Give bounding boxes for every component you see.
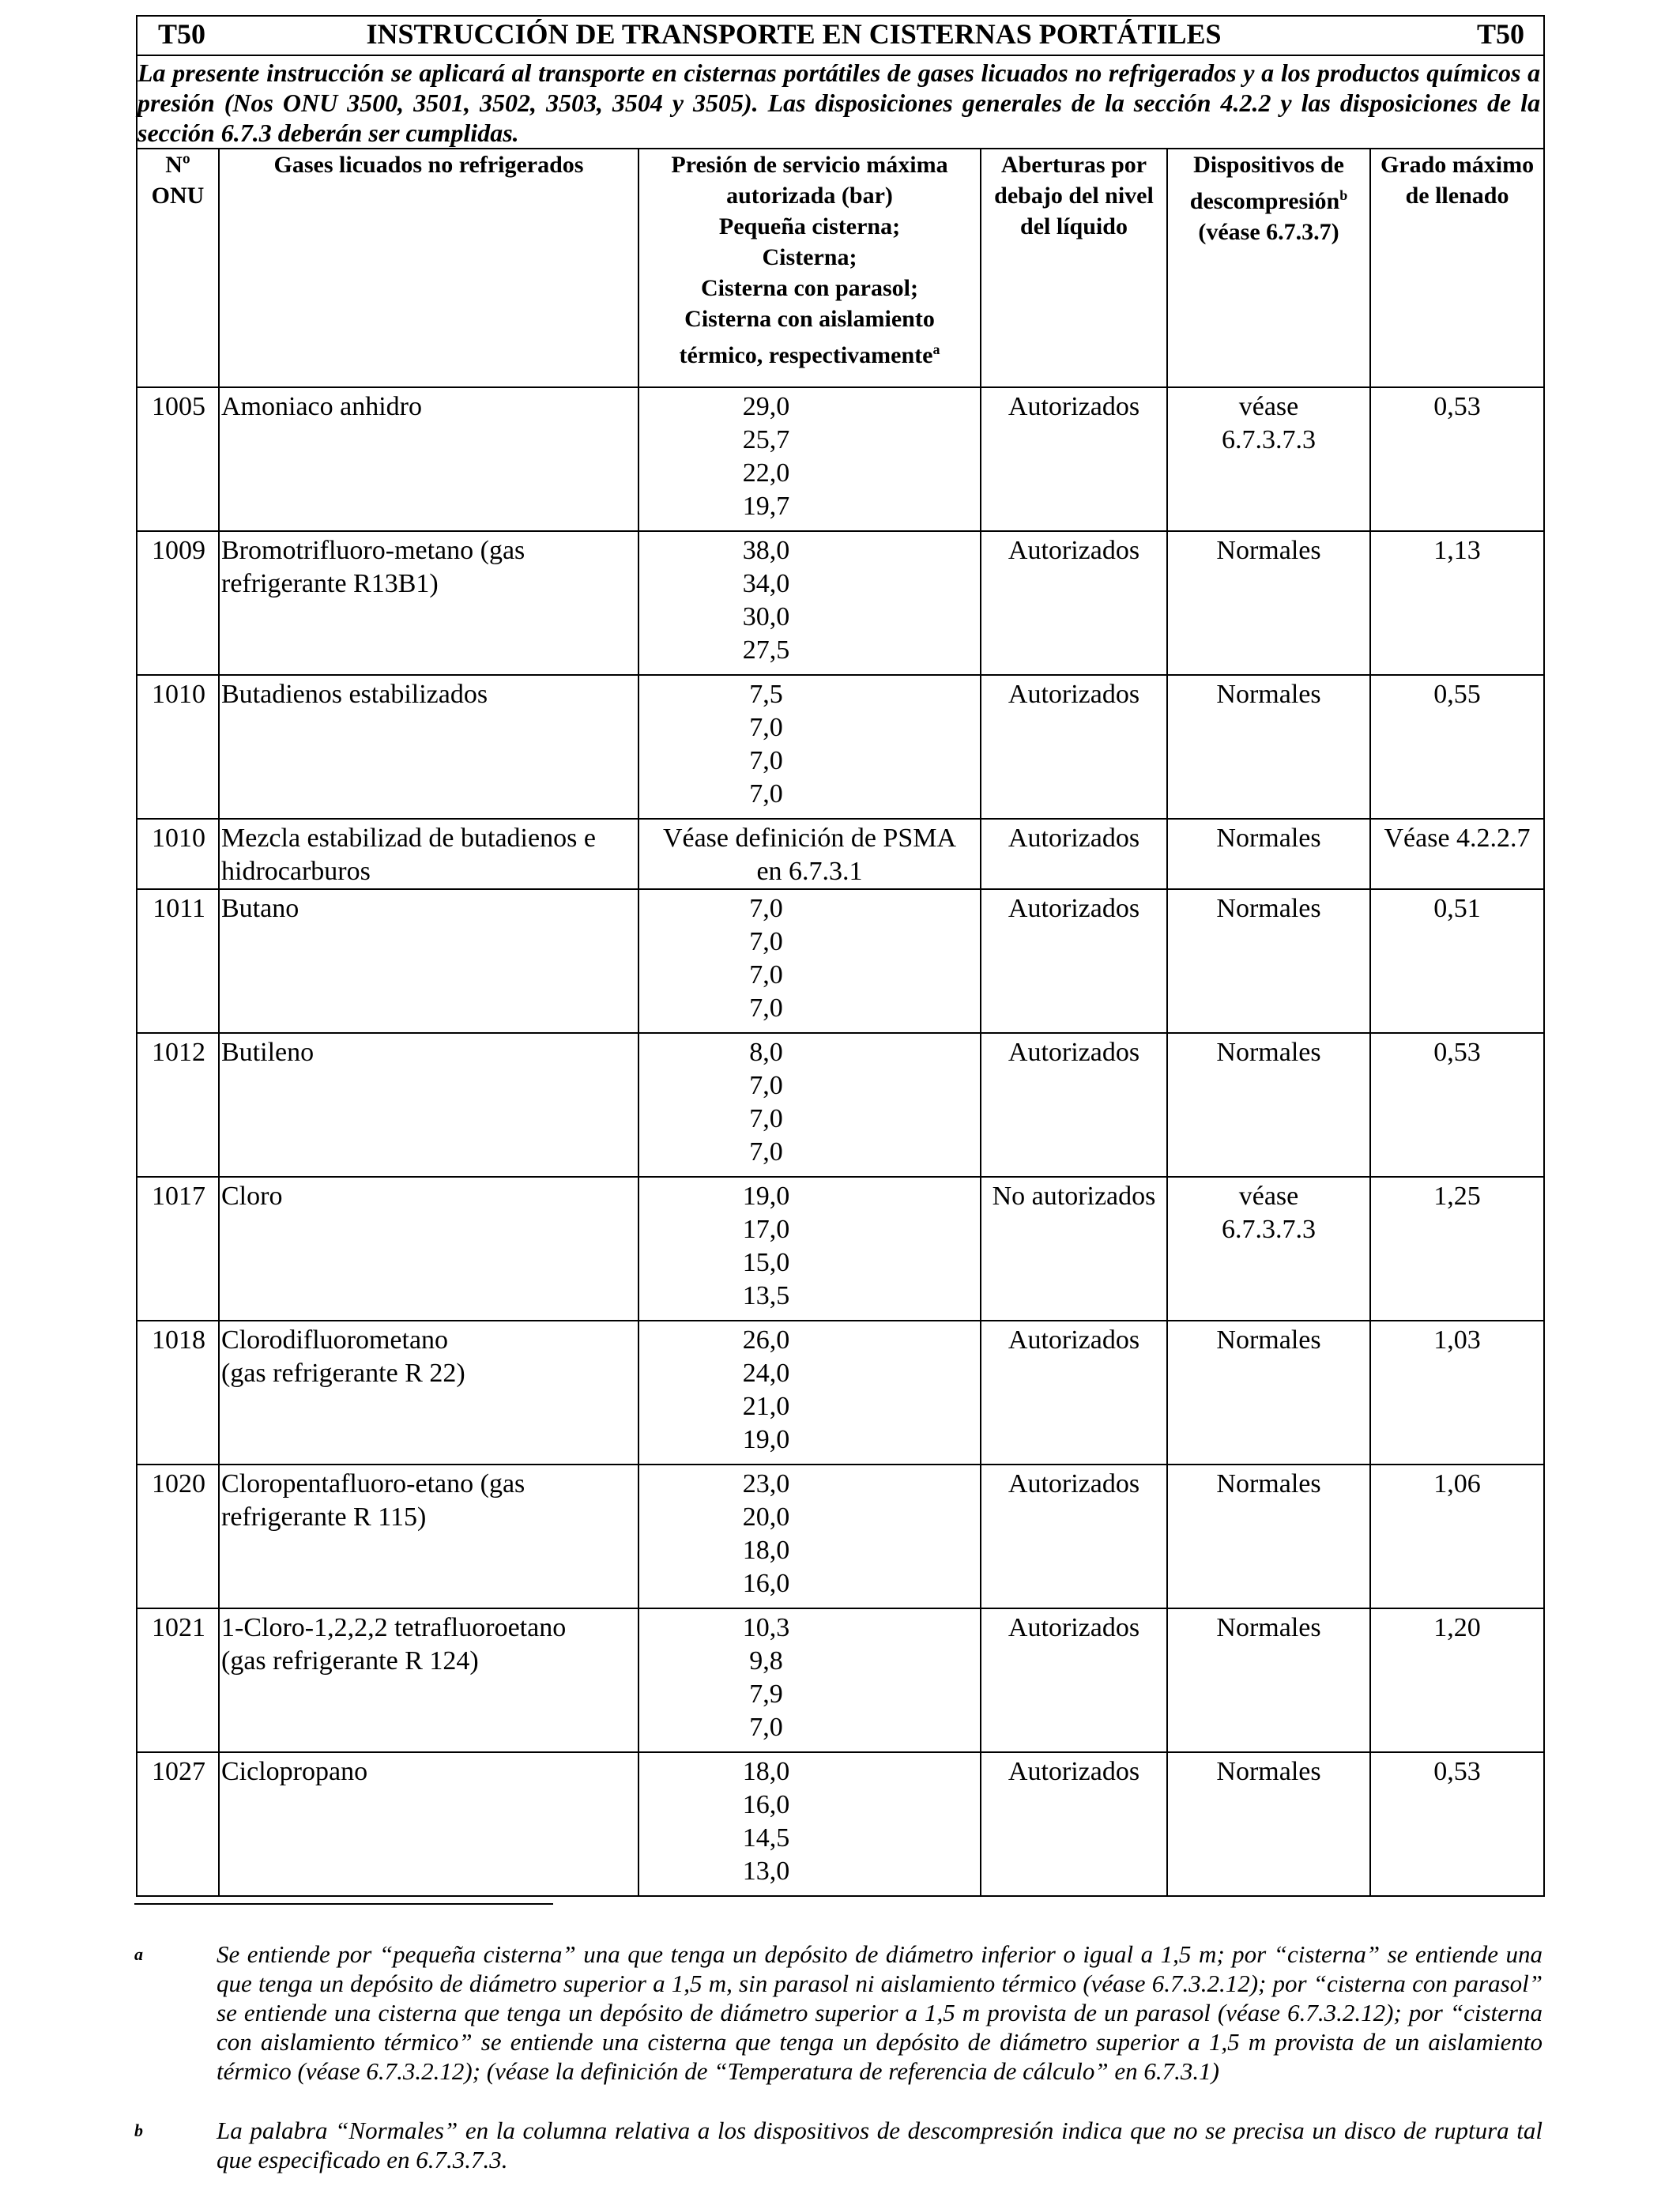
pressure-value: 7,0 [749,746,783,775]
header-openings-line: Aberturas por [1000,152,1147,178]
header-onu [137,149,219,387]
table-row [137,1321,1544,1465]
onu-number: 1009 [137,531,219,675]
gas-name-line: Cloropentafluoro-etano (gas [221,1469,525,1498]
onu-number: 1005 [137,387,219,531]
onu-number: 1017 [137,1177,219,1321]
pressure-values [638,889,981,1033]
header-psma-line: Presión de servicio máxima [671,152,948,178]
pressure-value: 9,8 [749,1646,783,1676]
header-fill-line: Grado máximo [1380,152,1535,178]
instruction-code-left: T50 [158,18,206,50]
pressure-value: 25,7 [742,425,790,454]
table-row [137,675,1544,819]
header-psma-line: Pequeña cisterna; [718,213,901,239]
pressure-value: 24,0 [742,1359,790,1388]
table-row [137,1033,1544,1177]
pressure-value: 7,0 [749,1137,783,1167]
header-psma-line-text: térmico, respectivamente [679,342,933,368]
relief-line: Normales [1216,1325,1321,1355]
pressure-value: 20,0 [742,1502,790,1532]
pressure-values [638,1608,981,1752]
bottom-openings: Autorizados [981,675,1167,819]
gas-name-line: Cloro [221,1182,283,1211]
gas-name-line: (gas refrigerante R 124) [221,1646,479,1676]
pressure-value: 7,5 [749,680,783,709]
pressure-values [638,531,981,675]
bottom-openings: Autorizados [981,531,1167,675]
pressure-value: 7,0 [749,1104,783,1133]
gas-name-line: Mezcla estabilizad de butadienos e [221,824,596,853]
header-openings-line: del líquido [1020,213,1128,239]
bottom-openings: Autorizados [981,1608,1167,1752]
footnote-a [134,1940,1543,2086]
header-fill-line: de llenado [1405,183,1509,209]
gas-name-line: Amoniaco anhidro [221,392,422,421]
max-filling-ratio: 0,55 [1370,675,1544,819]
header-relief [1167,149,1370,387]
pressure-relief [1167,1177,1370,1321]
gas-name [219,1752,638,1896]
pressure-value: 7,0 [749,993,783,1023]
pressure-value: 23,0 [742,1469,790,1498]
max-filling-ratio: 0,53 [1370,387,1544,531]
pressure-value: 7,0 [749,927,783,956]
instruction-code-right: T50 [1477,18,1525,50]
onu-number: 1010 [137,819,219,889]
gas-name [219,387,638,531]
table-row [137,387,1544,531]
table-row [137,889,1544,1033]
onu-number: 1018 [137,1321,219,1465]
pressure-value: 27,5 [742,635,790,665]
pressure-value: 10,3 [742,1613,790,1642]
gas-name-line: hidrocarburos [221,857,371,886]
title-cell [137,16,1544,55]
pressure-values [638,1177,981,1321]
onu-number: 1012 [137,1033,219,1177]
pressure-value: 21,0 [742,1392,790,1421]
pressure-value: 13,0 [742,1857,790,1886]
pressure-value: 30,0 [742,602,790,631]
pressure-value: 7,0 [749,1713,783,1742]
gas-name [219,1033,638,1177]
bottom-openings: Autorizados [981,1033,1167,1177]
header-relief-line [1168,180,1369,217]
bottom-openings: No autorizados [981,1177,1167,1321]
pressure-relief [1167,1608,1370,1752]
onu-number: 1010 [137,675,219,819]
pressure-value: 19,0 [742,1182,790,1211]
pressure-value: 7,9 [749,1679,783,1709]
header-psma [638,149,981,387]
relief-line: 6.7.3.7.3 [1222,425,1316,454]
pressure-relief [1167,531,1370,675]
pressure-relief [1167,675,1370,819]
table-row [137,819,1544,889]
bottom-openings: Autorizados [981,387,1167,531]
header-relief-line-text: descompresión [1189,188,1340,214]
header-openings [981,149,1167,387]
pressure-value: 15,0 [742,1248,790,1277]
bottom-openings: Autorizados [981,1321,1167,1465]
pressure-values [638,675,981,819]
relief-line: Normales [1216,1038,1321,1067]
max-filling-ratio: 1,25 [1370,1177,1544,1321]
pressure-value: 7,0 [749,713,783,742]
relief-line: Normales [1216,1757,1321,1786]
max-filling-ratio: 1,03 [1370,1321,1544,1465]
pressure-value: 7,0 [749,960,783,990]
header-psma-line: Cisterna con parasol; [701,275,918,301]
footnote-mark: a [134,1944,143,1964]
pressure-values [638,1465,981,1608]
relief-line: Normales [1216,536,1321,565]
pressure-value: 14,5 [742,1823,790,1853]
gas-name-line: refrigerante R13B1) [221,569,439,598]
pressure-values [638,819,981,889]
pressure-values [638,1752,981,1896]
header-onu-line: Nº [165,152,190,178]
pressure-relief [1167,1465,1370,1608]
header-onu-line: ONU [151,183,205,209]
relief-line: Normales [1216,824,1321,853]
pressure-value: 38,0 [742,536,790,565]
table-row [137,1608,1544,1752]
onu-number: 1020 [137,1465,219,1608]
table-row [137,1177,1544,1321]
onu-number: 1011 [137,889,219,1033]
pressure-value: 13,5 [742,1281,790,1310]
pressure-relief [1167,819,1370,889]
gas-name-line: refrigerante R 115) [221,1502,427,1532]
gas-name-line: Clorodifluorometano [221,1325,449,1355]
table-row [137,1752,1544,1896]
gas-name [219,1465,638,1608]
gas-name [219,1321,638,1465]
pressure-value: 7,0 [749,1071,783,1100]
gas-name-line: Butileno [221,1038,315,1067]
pressure-value: Véase definición de PSMA [662,824,957,853]
max-filling-ratio: Véase 4.2.2.7 [1370,819,1544,889]
pressure-value: 16,0 [742,1569,790,1598]
pressure-values [638,1321,981,1465]
gas-name-line: 1-Cloro-1,2,2,2 tetrafluoroetano [221,1613,567,1642]
gas-name [219,889,638,1033]
gas-name [219,819,638,889]
pressure-relief [1167,1752,1370,1896]
gas-name-line: Ciclopropano [221,1757,368,1786]
pressure-value: 26,0 [742,1325,790,1355]
relief-line: Normales [1216,1613,1321,1642]
header-psma-line: Cisterna; [762,244,857,270]
gas-name-line: Butano [221,894,299,923]
footnote-mark: b [134,2120,143,2140]
pressure-value: 7,0 [749,894,783,923]
table-row [137,1465,1544,1608]
relief-line: Normales [1216,894,1321,923]
onu-number: 1027 [137,1752,219,1896]
header-relief-line: Dispositivos de [1193,152,1344,178]
pressure-value: 34,0 [742,569,790,598]
pressure-value: 18,0 [742,1757,790,1786]
header-relief-line: (véase 6.7.3.7) [1198,219,1339,245]
gas-name [219,531,638,675]
pressure-values [638,1033,981,1177]
relief-line: véase [1238,392,1299,421]
gas-name [219,675,638,819]
intro-row [137,55,1544,149]
max-filling-ratio: 0,51 [1370,889,1544,1033]
pressure-relief [1167,1033,1370,1177]
bottom-openings: Autorizados [981,1752,1167,1896]
relief-line: véase [1238,1182,1299,1211]
onu-number: 1021 [137,1608,219,1752]
gas-name-line: (gas refrigerante R 22) [221,1359,465,1388]
max-filling-ratio: 1,13 [1370,531,1544,675]
footnote-ref-b: b [1339,187,1348,203]
pressure-value: 19,0 [742,1425,790,1454]
relief-line: Normales [1216,680,1321,709]
t50-table [136,15,1545,1897]
footnote-b [134,2116,1543,2174]
header-openings-line: debajo del nivel [994,183,1154,209]
pressure-value: 18,0 [742,1536,790,1565]
footnote-text: La palabra “Normales” en la columna relativa a los dispositivos de descompresión indica que no se precisa un disco de ruptura tal que especificado en 6.7.3.7.3. [217,2117,1543,2173]
max-filling-ratio: 1,20 [1370,1608,1544,1752]
pressure-value: 29,0 [742,392,790,421]
bottom-openings: Autorizados [981,1465,1167,1608]
relief-line: 6.7.3.7.3 [1222,1215,1316,1244]
table-row [137,531,1544,675]
pressure-value: 8,0 [749,1038,783,1067]
footnote-text: Se entiende por “pequeña cisterna” una que tenga un depósito de diámetro inferior o igual a 1,5 m; por “cisterna” se entiende una que tenga un depósito de diámetro superior a 1,5 m, sin parasol ni aislamiento térmico (véase 6.7.3.2.12); por “cisterna con parasol” se entiende una cisterna que tenga un depósito de diámetro superior a 1,5 m provista de un parasol (véase 6.7.3.2.12); por “cisterna con aislamiento térmico” se entiende una cisterna que tenga un depósito de diámetro superior a 1,5 m provista de un aislamiento térmico (véase 6.7.3.2.12); (véase la definición de “Temperatura de referencia de cálculo” en 6.7.3.1) [217,1940,1543,2085]
bottom-openings: Autorizados [981,889,1167,1033]
pressure-value: 19,7 [742,492,790,521]
header-gas-label: Gases licuados no refrigerados [273,152,584,178]
header-gas [219,149,638,387]
footnote-ref-a: a [932,341,940,357]
header-psma-line: autorizada (bar) [726,183,893,209]
gas-name [219,1608,638,1752]
instruction-title: INSTRUCCIÓN DE TRANSPORTE EN CISTERNAS PORTÁTILES [366,18,1222,50]
pressure-relief [1167,1321,1370,1465]
bottom-openings: Autorizados [981,819,1167,889]
header-psma-line [639,334,980,371]
intro-text: La presente instrucción se aplicará al transporte en cisternas portátiles de gases licuados no refrigerados y a los productos químicos a presión (Nos ONU 3500, 3501, 3502, 3503, 3504 y 3505). Las disposiciones generales de la sección 4.2.2 y las disposiciones de la sección 6.7.3 deberán ser cumplidas. [137,58,1541,147]
header-psma-line: Cisterna con aislamiento [684,306,935,332]
header-row [137,149,1544,387]
pressure-relief [1167,889,1370,1033]
pressure-values [638,387,981,531]
pressure-value: 22,0 [742,458,790,488]
max-filling-ratio: 0,53 [1370,1752,1544,1896]
gas-name [219,1177,638,1321]
title-row [137,16,1544,55]
pressure-relief [1167,387,1370,531]
header-fill [1370,149,1544,387]
max-filling-ratio: 1,06 [1370,1465,1544,1608]
intro-cell [137,55,1544,149]
relief-line: Normales [1216,1469,1321,1498]
pressure-value: en 6.7.3.1 [756,857,863,886]
gas-name-line: Butadienos estabilizados [221,680,488,709]
pressure-value: 16,0 [742,1790,790,1819]
pressure-value: 17,0 [742,1215,790,1244]
gas-name-line: Bromotrifluoro-metano (gas [221,536,525,565]
max-filling-ratio: 0,53 [1370,1033,1544,1177]
footnote-separator [134,1903,553,1905]
pressure-value: 7,0 [749,779,783,809]
